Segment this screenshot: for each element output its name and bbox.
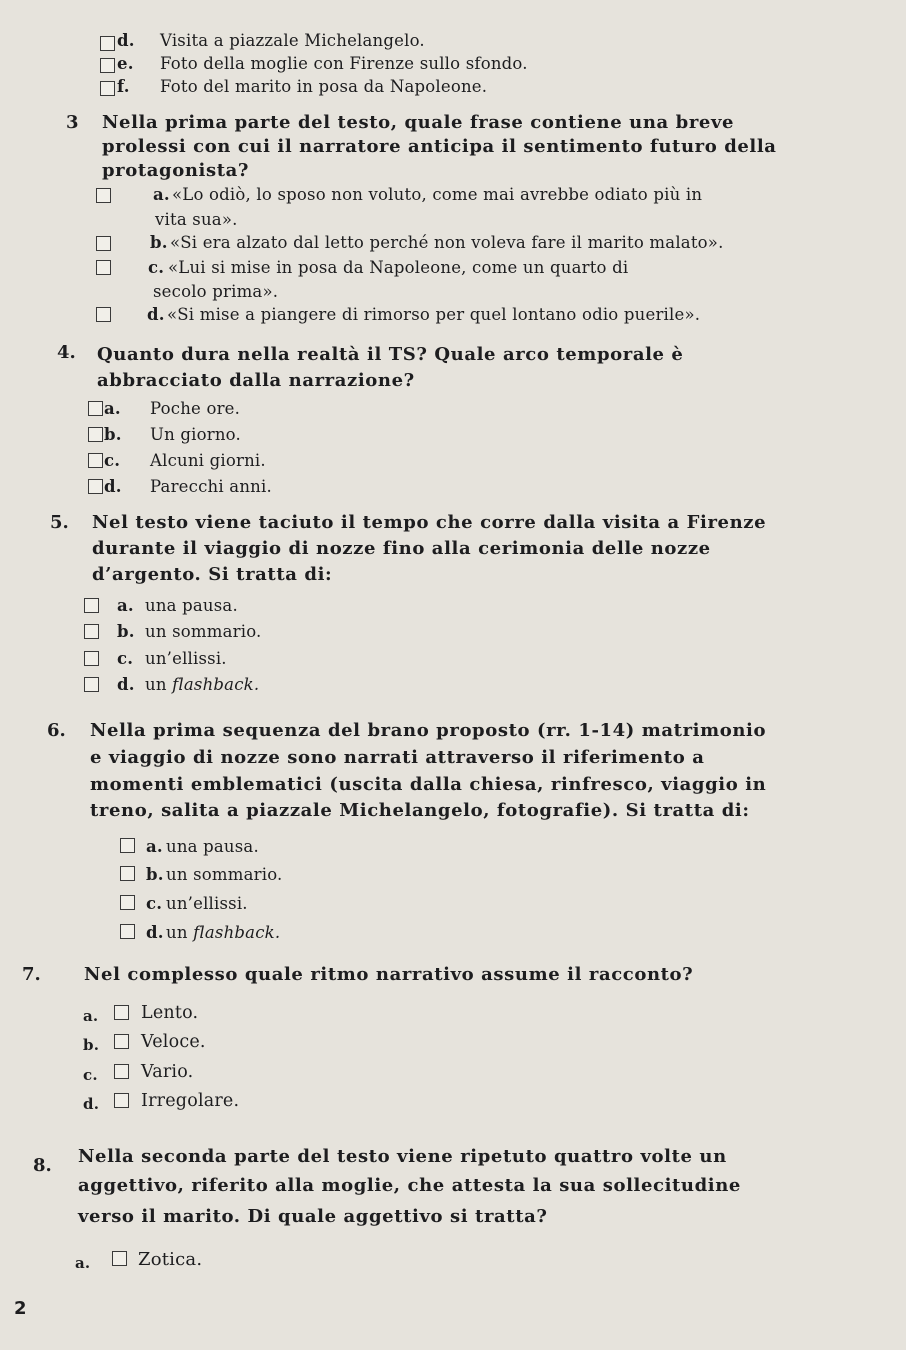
question-line: d’argento. Si tratta di: [92,564,333,585]
option-text: Irregolare. [141,1091,240,1111]
option-d-checkbox[interactable] [114,1093,129,1108]
option-letter: c. [104,451,121,470]
option-letter: d. [147,305,165,324]
option-c-checkbox[interactable] [96,260,111,275]
option-d-checkbox[interactable] [120,924,135,939]
question-line: Nel testo viene taciuto il tempo che corre dalla visita a Firenze [92,512,767,533]
option-letter: b. [83,1036,100,1054]
question-line: momenti emblematici (uscita dalla chiesa, rinfresco, viaggio in [90,774,767,795]
option-f-letter: f. [117,77,130,96]
option-b-checkbox[interactable] [84,624,99,639]
question-number: 3 [66,112,79,133]
option-text: «Lo odiò, lo sposo non voluto, come mai avrebbe odiato più in [172,185,703,204]
option-letter: d. [83,1095,100,1113]
question-number: 4. [57,342,76,363]
option-d-checkbox[interactable] [84,677,99,692]
option-text-italic: flashback. [172,675,260,694]
option-d-checkbox[interactable] [96,307,111,322]
option-f-text: Foto del marito in posa da Napoleone. [160,77,488,96]
option-text [166,923,280,942]
option-text: un sommario. [166,865,283,884]
option-c-checkbox[interactable] [88,453,103,468]
option-text-plain: un [166,923,194,942]
option-c-checkbox[interactable] [114,1064,129,1079]
option-b-checkbox[interactable] [96,236,111,251]
option-e-text: Foto della moglie con Firenze sullo sfondo. [160,54,528,73]
option-text: Alcuni giorni. [150,451,266,470]
option-text: una pausa. [166,837,259,856]
option-letter: c. [117,649,134,668]
option-a-checkbox[interactable] [96,188,111,203]
option-letter: a. [75,1254,91,1272]
question-line: abbracciato dalla narrazione? [97,370,415,391]
option-e-checkbox[interactable] [100,58,115,73]
option-text-italic: flashback. [193,923,281,942]
option-text: vita sua». [155,210,238,229]
option-letter: d. [117,675,135,694]
option-a-checkbox[interactable] [112,1251,127,1266]
option-letter: d. [104,477,122,496]
option-text: un’ellissi. [145,649,227,668]
option-text: Lento. [141,1003,199,1023]
question-line: e viaggio di nozze sono narrati attraverso il riferimento a [90,747,705,768]
question-line: Quanto dura nella realtà il TS? Quale arco temporale è [97,344,684,365]
question-number: 7. [22,964,41,985]
option-letter: a. [117,596,134,615]
option-f-checkbox[interactable] [100,81,115,96]
question-number: 5. [50,512,69,533]
option-text: Poche ore. [150,399,241,418]
option-d-text: Visita a piazzale Michelangelo. [160,31,425,50]
question-number: 8. [33,1155,52,1176]
question-line: Nel complesso quale ritmo narrativo assume il racconto? [84,964,694,985]
option-a-checkbox[interactable] [120,838,135,853]
option-text: secolo prima». [153,282,279,301]
option-a-checkbox[interactable] [84,598,99,613]
option-a-checkbox[interactable] [114,1005,129,1020]
option-letter: c. [83,1066,98,1084]
option-text [145,675,259,694]
option-text-plain: un [145,675,173,694]
question-line: Nella prima parte del testo, quale frase contiene una breve [102,112,735,133]
option-text: un sommario. [145,622,262,641]
option-letter: c. [146,894,163,913]
option-d-letter: d. [117,31,135,50]
option-letter: a. [83,1007,99,1025]
option-letter: b. [117,622,135,641]
option-c-checkbox[interactable] [84,651,99,666]
option-text: Vario. [141,1062,194,1082]
question-line: verso il marito. Di quale aggettivo si tratta? [78,1206,548,1227]
option-a-checkbox[interactable] [88,401,103,416]
option-letter: a. [153,185,170,204]
option-text: una pausa. [145,596,238,615]
option-letter: b. [150,233,168,252]
question-number: 6. [47,720,66,741]
option-e-letter: e. [117,54,134,73]
question-line: Nella seconda parte del testo viene ripetuto quattro volte un [78,1146,727,1167]
option-letter: d. [146,923,164,942]
question-line: treno, salita a piazzale Michelangelo, fotografie). Si tratta di: [90,800,750,821]
page-number: 2 [14,1298,27,1319]
option-d-checkbox[interactable] [88,479,103,494]
option-text: Un giorno. [150,425,241,444]
option-text: Veloce. [141,1032,206,1052]
option-c-checkbox[interactable] [120,895,135,910]
option-text: «Lui si mise in posa da Napoleone, come un quarto di [168,258,629,277]
option-text: «Si era alzato dal letto perché non voleva fare il marito malato». [170,233,724,252]
option-text: Parecchi anni. [150,477,272,496]
option-b-checkbox[interactable] [88,427,103,442]
option-d-checkbox[interactable] [100,36,115,51]
option-b-checkbox[interactable] [120,866,135,881]
question-line: prolessi con cui il narratore anticipa il sentimento futuro della [102,136,777,157]
question-line: aggettivo, riferito alla moglie, che attesta la sua sollecitudine [78,1175,741,1196]
question-line: durante il viaggio di nozze fino alla cerimonia delle nozze [92,538,711,559]
option-text: Zotica. [138,1249,203,1270]
question-line: protagonista? [102,160,250,181]
question-line: Nella prima sequenza del brano proposto (rr. 1-14) matrimonio [90,720,767,741]
option-letter: b. [146,865,164,884]
option-letter: b. [104,425,122,444]
option-letter: a. [146,837,163,856]
option-letter: c. [148,258,165,277]
option-text: un’ellissi. [166,894,248,913]
option-letter: a. [104,399,121,418]
option-b-checkbox[interactable] [114,1034,129,1049]
option-text: «Si mise a piangere di rimorso per quel lontano odio puerile». [167,305,701,324]
